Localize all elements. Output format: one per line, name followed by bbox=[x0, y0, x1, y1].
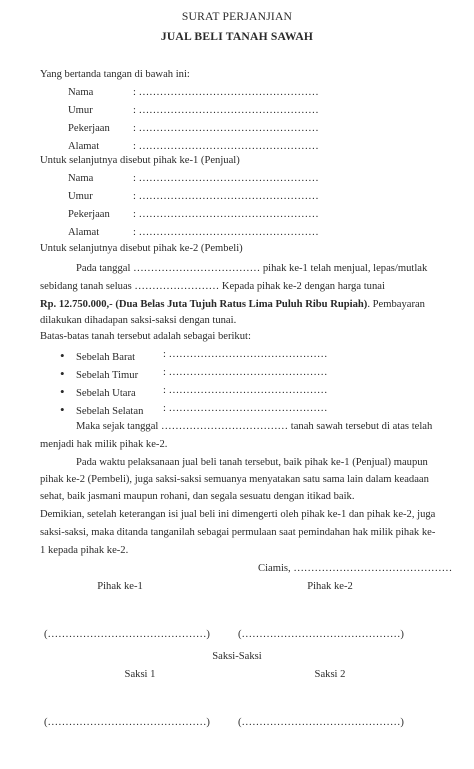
border-label: Sebelah Barat bbox=[76, 352, 136, 363]
border-blank: : ……………………………………… bbox=[163, 385, 328, 396]
bullet-icon: • bbox=[60, 348, 65, 363]
para1-line: Pada tanggal ……………………………… pihak ke-1 telah menjual, lepas/mutlak bbox=[76, 263, 428, 274]
party2-signature-blank: (………………………………………) bbox=[238, 629, 404, 640]
border-blank: : ……………………………………… bbox=[163, 367, 328, 378]
price-text: Rp. 12.750.000,- (Dua Belas Juta Tujuh Ratus Lima Puluh Ribu Rupiah) bbox=[40, 299, 368, 310]
intro-text: Yang bertanda tangan di bawah ini: bbox=[40, 69, 190, 80]
bullet-icon: • bbox=[60, 384, 65, 399]
field-blank: : …………………………………………… bbox=[133, 105, 319, 116]
witness2-signature-blank: (………………………………………) bbox=[238, 717, 404, 728]
list-item bbox=[60, 348, 135, 364]
title-line-2: JUAL BELI TANAH SAWAH bbox=[160, 30, 314, 43]
list-item bbox=[60, 384, 136, 400]
field-blank: : …………………………………………… bbox=[133, 87, 319, 98]
border-label: Sebelah Timur bbox=[76, 370, 139, 381]
para1-line bbox=[40, 298, 425, 311]
witness2-label: Saksi 2 bbox=[314, 669, 346, 680]
para3-line: pihak ke-2 (Pembeli), juga saksi-saksi semuanya menyatakan satu sama lain dalam keadaan bbox=[40, 474, 429, 485]
field-blank: : …………………………………………… bbox=[133, 123, 319, 134]
field-blank: : …………………………………………… bbox=[133, 209, 319, 220]
field-label: Alamat bbox=[68, 141, 100, 152]
field-blank: : …………………………………………… bbox=[133, 173, 319, 184]
border-label: Sebelah Selatan bbox=[76, 406, 144, 417]
field-label: Pekerjaan bbox=[68, 123, 110, 134]
party1-signature-blank: (………………………………………) bbox=[44, 629, 210, 640]
field-label: Nama bbox=[68, 87, 94, 98]
witness1-label: Saksi 1 bbox=[124, 669, 156, 680]
para4-line: saksi-saksi, maka ditanda tanganilah sebagai permulaan saat pemindahan hak milik pihak ke- bbox=[40, 527, 436, 538]
place-date: Ciamis, ……………………………………… bbox=[258, 563, 453, 574]
para1-line: sebidang tanah seluas …………………… Kepada pihak ke-2 dengan harga tunai bbox=[40, 281, 385, 292]
witnesses-heading: Saksi-Saksi bbox=[212, 651, 262, 662]
witness1-signature-blank: (………………………………………) bbox=[44, 717, 210, 728]
para3-line: Pada waktu pelaksanaan jual beli tanah tersebut, baik pihak ke-1 (Penjual) maupun bbox=[76, 457, 428, 468]
borders-intro: Batas-batas tanah tersebut adalah sebagai berikut: bbox=[40, 331, 251, 342]
bullet-icon: • bbox=[60, 402, 65, 417]
para1-line: dilakukan dihadapan saksi-saksi dengan tunai. bbox=[40, 315, 237, 326]
para3-line: sehat, baik jasmani maupun rohani, dan segala sesuatu dengan itikad baik. bbox=[40, 491, 355, 502]
para4-line: 1 kepada pihak ke-2. bbox=[40, 545, 129, 556]
party2-note: Untuk selanjutnya disebut pihak ke-2 (Pembeli) bbox=[40, 243, 243, 254]
border-label: Sebelah Utara bbox=[76, 388, 136, 399]
para1-line-rest: . Pembayaran bbox=[367, 299, 425, 310]
field-blank: : …………………………………………… bbox=[133, 141, 319, 152]
party2-sign-label: Pihak ke-2 bbox=[307, 581, 353, 592]
field-label: Nama bbox=[68, 173, 94, 184]
field-label: Umur bbox=[68, 105, 93, 116]
party1-sign-label: Pihak ke-1 bbox=[97, 581, 143, 592]
para2-line: Maka sejak tanggal ……………………………… tanah sawah tersebut di atas telah bbox=[76, 421, 433, 432]
list-item bbox=[60, 366, 138, 382]
field-label: Pekerjaan bbox=[68, 209, 110, 220]
field-blank: : …………………………………………… bbox=[133, 191, 319, 202]
bullet-icon: • bbox=[60, 366, 65, 381]
title-line-1: SURAT PERJANJIAN bbox=[181, 10, 293, 23]
border-blank: : ……………………………………… bbox=[163, 349, 328, 360]
para4-line: Demikian, setelah keterangan isi jual beli ini dimengerti oleh pihak ke-1 dan pihak ke-2, juga bbox=[40, 509, 436, 520]
list-item bbox=[60, 402, 143, 418]
field-label: Umur bbox=[68, 191, 93, 202]
field-blank: : …………………………………………… bbox=[133, 227, 319, 238]
border-blank: : ……………………………………… bbox=[163, 403, 328, 414]
field-label: Alamat bbox=[68, 227, 100, 238]
party1-note: Untuk selanjutnya disebut pihak ke-1 (Penjual) bbox=[40, 155, 240, 166]
para2-line: menjadi hak milik pihak ke-2. bbox=[40, 439, 168, 450]
